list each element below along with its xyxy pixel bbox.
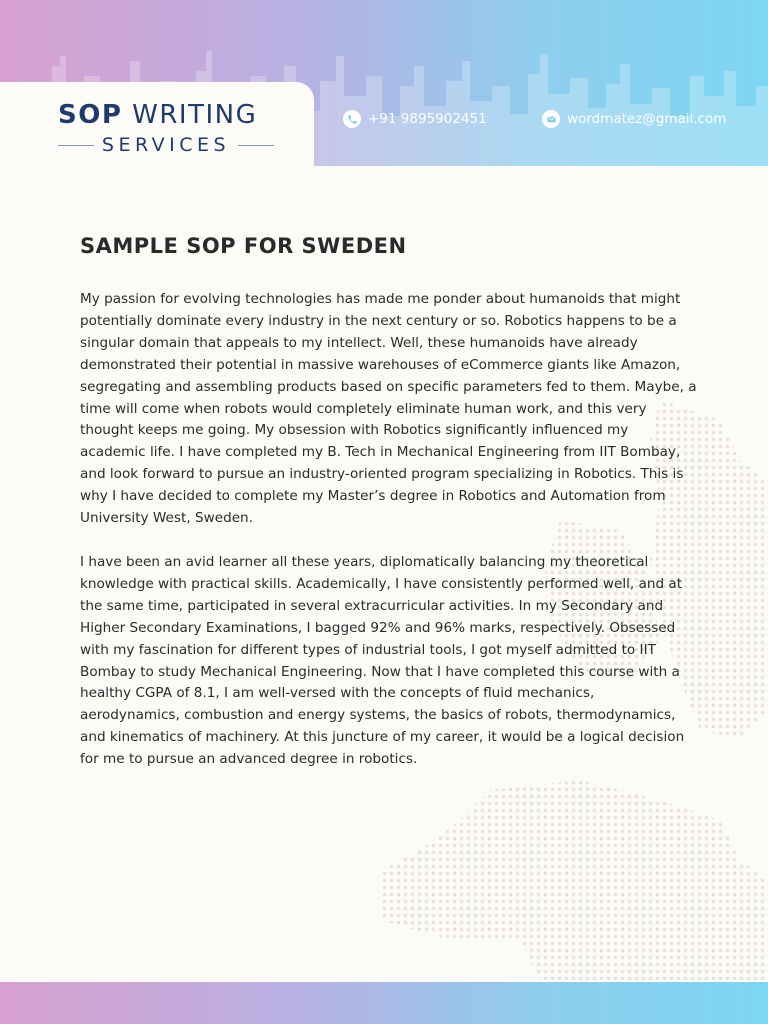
- logo-writing: WRITING: [132, 100, 258, 130]
- body-paragraph-2: I have been an avid learner all these years, diplomatically balancing my theoretical knowledge with practical skills. Academically, I have consistently performed well, and at the same time, participated in several extracurricular activities. In my Secondary and Higher Secondary Examinations, I bagged 92% and 96% marks, respectively. Obsessed with my fascination for different types of industrial tools, I got myself admitted to IIT Bombay to study Mechanical Engineering. Now that I have completed this course with a healthy CGPA of 8.1, I am well-versed with the concepts of fluid mechanics, aerodynamics, combustion and energy systems, the basics of robots, thermodynamics, and kinematics of machinery. At this juncture of my career, it would be a logical decision for me to pursue an advanced degree in robotics.: [80, 554, 685, 768]
- mail-icon: [542, 110, 560, 128]
- footer-band: [0, 982, 768, 1024]
- body-paragraph-1: My passion for evolving technologies has made me ponder about humanoids that might potentially dominate every industry in the next century or so. Robotics happens to be a singular domain that appeals to my intellect. Well, these humanoids have already demonstrated their potential in massive warehouses of eCommerce giants like Amazon, segregating and assembling products based on specific parameters fed to them. Maybe, a time will come when robots would completely eliminate human work, and this very thought keeps me going. My obsession with Robotics significantly influenced my academic life. I have completed my B. Tech in Mechanical Engineering from IIT Bombay, and look forward to pursue an industry-oriented program specializing in Robotics. This is why I have decided to complete my Master’s degree in Robotics and Automation from University West, Sweden.: [80, 291, 697, 527]
- logo-rule-left: [58, 145, 94, 146]
- page-title: SAMPLE SOP FOR SWEDEN: [80, 234, 407, 258]
- phone-number: +91 9895902451: [368, 111, 487, 127]
- logo-sop: SOP: [58, 100, 123, 130]
- logo-services: SERVICES: [101, 134, 231, 156]
- email-address: wordmatez@gmail.com: [567, 111, 727, 127]
- phone-icon: [343, 110, 361, 128]
- logo-tagline: [58, 134, 274, 156]
- logo-wordmark: [58, 100, 257, 130]
- logo-rule-right: [238, 145, 274, 146]
- phone-contact[interactable]: [343, 110, 487, 128]
- email-contact[interactable]: [542, 110, 726, 128]
